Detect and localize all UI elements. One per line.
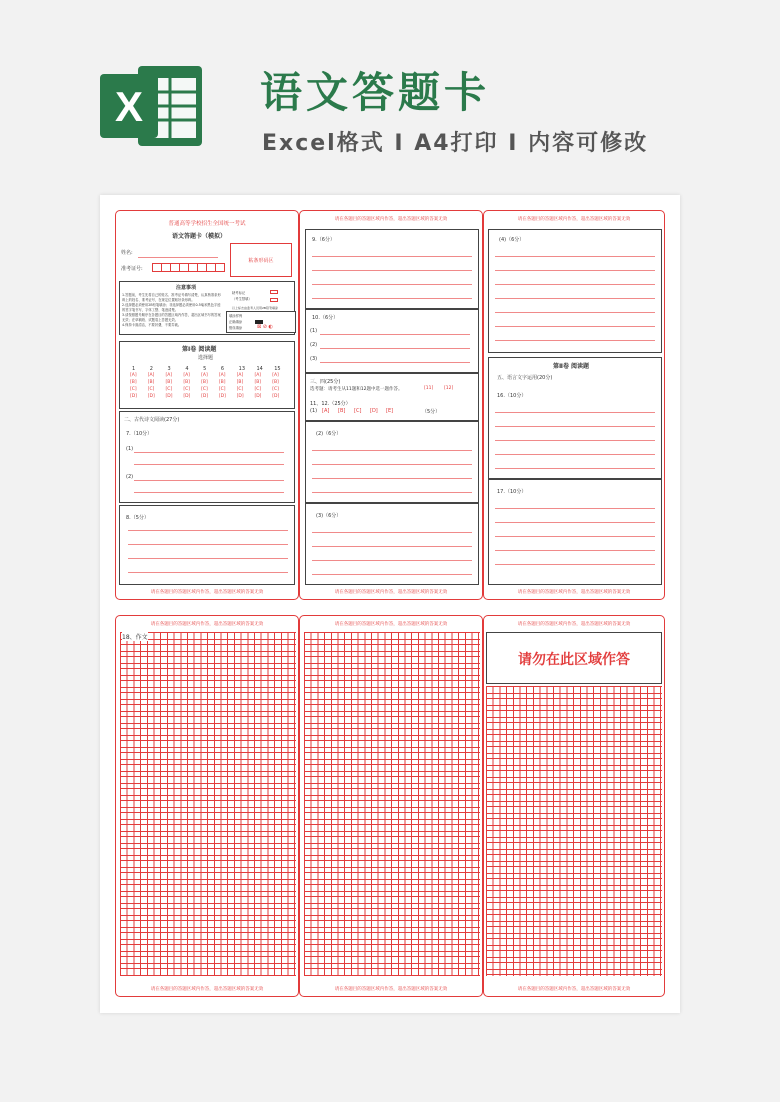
banner-header [0, 0, 780, 190]
choice-number: 6 [220, 366, 225, 372]
choice-option[interactable]: [C] [272, 387, 279, 392]
page-title: 语文答题卡 [260, 68, 491, 117]
answer-sheet [100, 195, 680, 1013]
choice-option[interactable]: [B] [130, 380, 137, 385]
select-11[interactable]: [11] [424, 386, 434, 391]
exam-title: 普通高等学校招生全国统一考试 [168, 221, 246, 227]
panel-footer-note: 请在各题目的答题区域内作答，超出答题区域的答案无效 [150, 987, 264, 992]
page-subtitle: Excel格式 I A4打印 I 内容可修改 [262, 131, 649, 156]
choice-option[interactable]: [A] [236, 373, 244, 378]
fill-example-box: 填涂样例 正确填涂 错误填涂 ⊠ ⊘ ◐ [226, 311, 296, 333]
id-cells[interactable] [152, 263, 226, 273]
choice-number: 2 [149, 366, 153, 372]
q10-box: 10.（6分） (1) (2) (3) [305, 309, 479, 373]
barcode-area: 粘条形码区 [230, 243, 292, 277]
panel-top-left [115, 210, 299, 600]
panel-top-right [483, 210, 665, 600]
composition-grid[interactable] [304, 632, 480, 976]
choice-option[interactable]: [A] [201, 373, 208, 378]
panel-header-note: 请在各题目的答题区域内作答，超出答题区域的答案无效 [334, 622, 448, 627]
section1-box: 第Ⅰ卷 阅读题 选择题 1 [A] [B] [C] [D] 2 [A] [B] [C] [D] 3 [A] [B] [C] [D] 4 [A] [B] [C] [D] 5 [A] [B] [C] [D] 6 [A] [B] [C] [D] 13 [A] [B] [C] [D] 14 [A] [B] [C] [D] 15 [A] [B] [C] [D] [119, 341, 295, 409]
choice-option[interactable]: [C] [236, 387, 244, 392]
panel-bottom-right [483, 615, 665, 997]
id-label: 准考证号: [121, 266, 143, 272]
no-write-box [486, 632, 662, 684]
absent-checkbox[interactable] [270, 290, 278, 294]
excel-logo-icon [96, 58, 206, 154]
choice-option[interactable]: [C] [130, 387, 137, 392]
choice-option[interactable]: [C] [165, 387, 173, 392]
choice-option[interactable]: [D] [130, 394, 137, 399]
choice-number: 5 [203, 366, 207, 372]
no-write-label: 请勿在此区域作答 [518, 652, 630, 668]
choice-option[interactable]: [B] [201, 380, 208, 385]
composition-grid[interactable] [120, 632, 296, 976]
choice-option[interactable]: [B] [218, 380, 226, 385]
choice-number: 4 [185, 366, 189, 372]
panel-top-middle [299, 210, 483, 600]
choice-option[interactable]: [B] [183, 380, 190, 385]
choice-option[interactable]: [C] [201, 387, 208, 392]
choice-number: 13 [238, 366, 246, 372]
name-field[interactable] [138, 257, 218, 258]
q17-box: 17.（10分） [488, 479, 662, 585]
choice-option[interactable]: [A] [183, 373, 190, 378]
choice-number: 15 [274, 366, 281, 372]
q11-3-box: (3)（6分） [305, 503, 479, 585]
choice-option[interactable]: [B] [272, 380, 279, 385]
svg-text:X: X [114, 83, 144, 130]
panel-bottom-left [115, 615, 299, 997]
choice-option[interactable]: [D] [272, 394, 280, 399]
select-12[interactable]: [12] [444, 386, 454, 391]
choice-number: 3 [167, 366, 171, 372]
panel-bottom-middle [299, 615, 483, 997]
choice-option[interactable]: [A] [147, 373, 155, 378]
choice-option[interactable]: [B] [147, 380, 155, 385]
choice-option[interactable]: [A] [165, 373, 173, 378]
name-label: 姓名: [121, 250, 133, 256]
instructions-box: 注意事项 1.答题前，考生先将自己的姓名、准考证号填写清楚，认真核准条形 码上的姓名、准考证号，在规定位置贴好条形码。 2.选择题必须使用2B铅笔填涂；非选择题必须使用0.5毫米黑色字迹 的签字笔书写，字体工整、笔迹清楚。 3.请按照题号顺序在各题目的答题区域内作答，超出区域书写的答案 无效；在草稿纸、试题卷上答题无效。 4.保持卡面清洁，不要折叠，不要弄破。 缺考标记 （考生禁填） 以上标志由监考人员用2B铅笔填涂 [119, 281, 295, 335]
choice-option[interactable]: [A] [254, 373, 262, 378]
q4-box: (4)（6分） [488, 229, 662, 353]
panel-header-note: 请在各题目的答题区域内作答，超出答题区域的答案无效 [334, 217, 448, 222]
choice-option[interactable]: [B] [254, 380, 262, 385]
choice-option[interactable]: [C] [183, 387, 190, 392]
panel-header-note: 请在各题目的答题区域内作答，超出答题区域的答案无效 [517, 622, 631, 627]
panel-footer-note: 请在各题目的答题区域内作答，超出答题区域的答案无效 [334, 987, 448, 992]
choice-option[interactable]: [D] [218, 394, 226, 399]
q11-12-box: 三、四(25分) 选考题：请考生从11题和12题中选一题作答。 [11] [12] 11、12.（25分） (1) [A] [B] [C] [D] [E] （5分） [305, 373, 479, 421]
choice-option[interactable]: [C] [254, 387, 262, 392]
choice-option[interactable]: [A] [218, 373, 226, 378]
q9-box: 9.（6分） [305, 229, 479, 309]
q11-2-box: (2)（6分） [305, 421, 479, 503]
choice-option[interactable]: [B] [165, 380, 173, 385]
choice-option[interactable]: [A] [272, 373, 279, 378]
section2-box: 第Ⅱ卷 阅读题 五、语言文字运用(20分) 16.（10分） [488, 357, 662, 479]
choice-option[interactable]: [B] [236, 380, 244, 385]
choice-option[interactable]: [D] [183, 394, 191, 399]
panel-header-note: 请在各题目的答题区域内作答，超出答题区域的答案无效 [517, 217, 631, 222]
choice-option[interactable]: [D] [254, 394, 262, 399]
choice-number: 1 [132, 366, 136, 372]
choice-option[interactable]: [D] [165, 394, 173, 399]
panel-header-note: 请在各题目的答题区域内作答，超出答题区域的答案无效 [150, 622, 264, 627]
choice-option[interactable]: [C] [147, 387, 155, 392]
card-title: 语文答题卡（模拟） [172, 233, 227, 240]
choice-grid[interactable] [130, 366, 290, 406]
choice-option[interactable]: [D] [201, 394, 209, 399]
panel-footer-note: 请在各题目的答题区域内作答，超出答题区域的答案无效 [517, 987, 631, 992]
composition-grid[interactable] [486, 686, 662, 976]
panel-footer-note: 请在各题目的答题区域内作答，超出答题区域的答案无效 [334, 590, 448, 595]
choice-number: 14 [256, 366, 263, 372]
choice-option[interactable]: [A] [130, 373, 137, 378]
q8-box: 8.（5分） [119, 505, 295, 585]
panel-footer-note: 请在各题目的答题区域内作答，超出答题区域的答案无效 [150, 590, 264, 595]
panel-footer-note: 请在各题目的答题区域内作答，超出答题区域的答案无效 [517, 590, 631, 595]
q7-box: 二、古代诗文阅读(27分) 7.（10分） (1) (2) [119, 411, 295, 503]
composition-label: 18、作文 [122, 634, 148, 641]
choice-option[interactable]: [C] [218, 387, 226, 392]
choice-option[interactable]: [D] [236, 394, 244, 399]
choice-option[interactable]: [D] [147, 394, 155, 399]
